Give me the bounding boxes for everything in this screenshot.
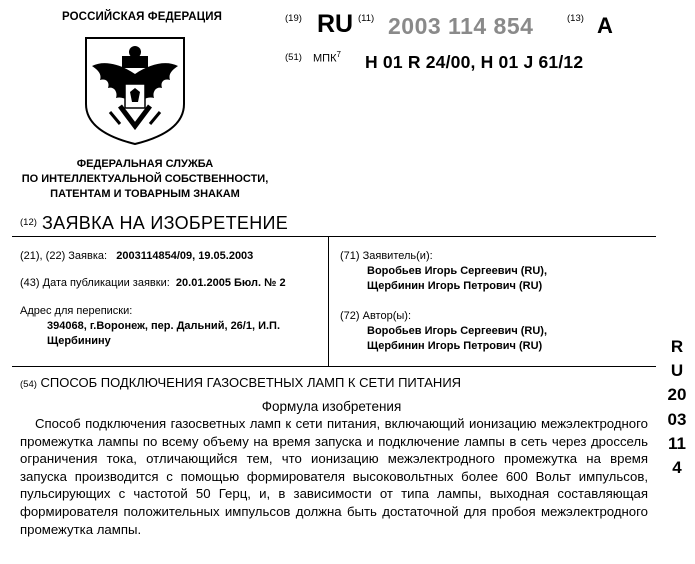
author-2: Щербинин Игорь Петрович (RU) [367, 340, 543, 352]
publication-date: 20.01.2005 Бюл. № 2 [175, 277, 286, 289]
applicants-label: (71) Заявитель(и): [340, 250, 433, 262]
inid-code-13: (13) [567, 13, 584, 24]
document-type: ЗАЯВКА НА ИЗОБРЕТЕНИЕ [42, 213, 289, 233]
ipc-classification: H 01 R 24/00, H 01 J 61/12 [365, 52, 584, 72]
authors-label: (72) Автор(ы): [340, 310, 411, 322]
publication-number: 2003 114 854 [388, 13, 534, 39]
inid-code-12: (12) [20, 217, 37, 228]
mpk-label: МПК$^7$ [313, 50, 341, 65]
country-name: РОССИЙСКАЯ ФЕДЕРАЦИЯ [62, 11, 222, 23]
address-line-2: Щербинину [47, 335, 111, 347]
invention-title: (54) СПОСОБ ПОДКЛЮЧЕНИЯ ГАЗОСВЕТНЫХ ЛАМП К СЕТИ ПИТАНИЯ [20, 375, 462, 390]
agency-name: ФЕДЕРАЛЬНАЯ СЛУЖБА ПО ИНТЕЛЛЕКТУАЛЬНОЙ СОБСТВЕННОСТИ, ПАТЕНТАМ И ТОВАРНЫМ ЗНАКАМ [21, 158, 269, 200]
inid-code-19: (19) [285, 13, 302, 24]
claims-heading: Формула изобретения [261, 399, 402, 414]
inid-code-11: (11) [358, 13, 375, 24]
country-code: RU [317, 10, 354, 38]
application-number: 2003114854/09, 19.05.2003 [116, 250, 254, 262]
document-kind: A [597, 13, 613, 38]
inid-code-51: (51) [285, 52, 302, 63]
column-divider [328, 236, 329, 366]
divider-top [12, 236, 656, 237]
applicant-1: Воробьев Игорь Сергеевич (RU), [367, 265, 548, 277]
address-label: Адрес для переписки: [20, 305, 133, 317]
divider-bottom [12, 366, 656, 367]
claims-text: Способ подключения газосветных ламп к сети питания, включающий ионизацию межэлектродного промежутка лампы по всему объему на время запуска и подключение лампы в сеть через дроссель ограничения тока, отличающийся тем, что ионизацию межэлектродного промежутка на время запуска производится с помощью формирователя высоковольтных более 600 Вольт импульсов, пульсирующих с частотой 50 Герц, и, в зависимости от типа лампы, выходная составляющая формирователя положительных импульсов должна быть достаточной для пробоя межэлектродного промежутка лампы. [20, 416, 648, 537]
publication-date-row: (43) Дата публикации заявки: 20.01.2005 Бюл. № 2 [20, 277, 286, 289]
author-1: Воробьев Игорь Сергеевич (RU), [367, 325, 548, 337]
coat-of-arms-emblem [80, 34, 190, 146]
address-line-1: 394068, г.Воронеж, пер. Дальний, 26/1, И.П. [47, 320, 281, 332]
side-patent-number: RU 2003114 [667, 337, 687, 478]
applicant-2: Щербинин Игорь Петрович (RU) [367, 280, 543, 292]
application-row: (21), (22) Заявка: 2003114854/09, 19.05.2003 [20, 250, 254, 262]
